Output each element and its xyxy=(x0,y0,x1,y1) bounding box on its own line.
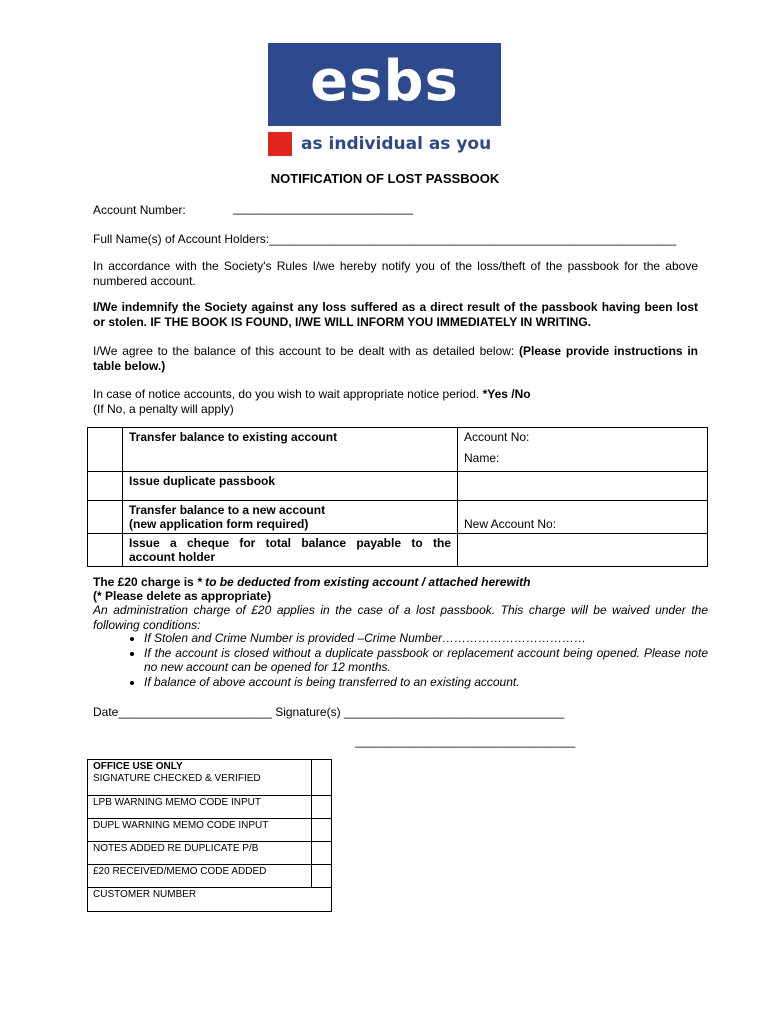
notice-yes-no[interactable]: *Yes /No xyxy=(482,387,531,401)
new-account-label: New Account No: xyxy=(464,517,557,531)
account-number-row xyxy=(93,203,186,217)
signature-label: Signature(s) xyxy=(275,705,341,719)
option-cheque xyxy=(123,534,458,567)
account-number-label: Account Number: xyxy=(93,203,186,217)
instructions-table xyxy=(87,427,708,567)
date-field[interactable]: _______________________ xyxy=(118,705,272,719)
table-row xyxy=(88,842,332,865)
charge-statement xyxy=(93,575,530,589)
logo-red-square xyxy=(268,132,292,156)
table-row xyxy=(88,760,332,796)
charge-prefix: The £20 charge is xyxy=(93,575,198,589)
notice-penalty: (If No, a penalty will apply) xyxy=(93,402,234,416)
holders-label: Full Name(s) of Account Holders: xyxy=(93,232,270,246)
table-row xyxy=(88,865,332,888)
office-check-box[interactable] xyxy=(312,842,332,865)
office-row-label: CUSTOMER NUMBER xyxy=(88,888,332,912)
table-row xyxy=(88,534,708,567)
paragraph-notify: In accordance with the Society's Rules I/we hereby notify you of the loss/theft of the passbook for the above numbered account. xyxy=(93,259,698,288)
agree-instructions: (Please provide instructions in table below.) xyxy=(93,344,699,373)
option-transfer-existing: Transfer balance to existing account xyxy=(123,428,458,472)
page-title: NOTIFICATION OF LOST PASSBOOK xyxy=(270,171,500,186)
cheque-line2: account holder xyxy=(129,550,216,564)
office-check-box[interactable] xyxy=(312,865,332,888)
paragraph-agree xyxy=(93,344,698,373)
office-check-box[interactable] xyxy=(312,819,332,842)
signature-field-2[interactable]: _________________________________ xyxy=(355,734,576,748)
option-transfer-new xyxy=(123,501,458,534)
checkbox-cheque[interactable] xyxy=(88,534,123,567)
logo-wordmark: esbs xyxy=(310,48,459,114)
checkbox-transfer-new[interactable] xyxy=(88,501,123,534)
cheque-line1: Issue a cheque for total balance payable to the xyxy=(129,536,451,550)
office-row-label: DUPL WARNING MEMO CODE INPUT xyxy=(88,819,312,842)
existing-account-cell[interactable] xyxy=(458,428,708,472)
office-row-signature xyxy=(88,760,312,796)
office-row-label: SIGNATURE CHECKED & VERIFIED xyxy=(93,773,261,784)
table-row xyxy=(88,888,332,912)
charge-admin-text: An administration charge of £20 applies in the case of a lost passbook. This charge will be waived under the following conditions: xyxy=(93,603,708,632)
logo-tagline: as individual as you xyxy=(301,134,492,154)
table-row xyxy=(88,428,708,472)
notice-question: In case of notice accounts, do you wish to wait appropriate notice period. xyxy=(93,387,483,401)
date-signature-row xyxy=(93,705,564,719)
office-row-label: NOTES ADDED RE DUPLICATE P/B xyxy=(88,842,312,865)
office-check-box[interactable] xyxy=(312,760,332,796)
office-use-table xyxy=(87,759,332,912)
list-item: • If the account is closed without a duplicate passbook or replacement account being opened. Please note no new account can be opened for 12 months. xyxy=(144,646,708,675)
conditions-list xyxy=(93,631,708,689)
new-account-cell[interactable] xyxy=(458,501,708,534)
option-issue-duplicate: Issue duplicate passbook xyxy=(123,472,458,501)
date-label: Date xyxy=(93,705,119,719)
holders-row xyxy=(93,232,676,246)
office-use-header: OFFICE USE ONLY xyxy=(93,761,183,772)
account-number-field[interactable]: ___________________________ xyxy=(233,201,414,215)
table-row xyxy=(88,501,708,534)
office-check-box[interactable] xyxy=(312,796,332,819)
holders-field[interactable]: _____________________________________________________________ xyxy=(269,232,677,246)
charge-delete-note: (* Please delete as appropriate) xyxy=(93,589,272,603)
account-no-label: Account No: xyxy=(464,430,530,444)
list-item: • If balance of above account is being transferred to an existing account. xyxy=(144,675,708,690)
logo xyxy=(268,43,501,126)
agree-text: I/We agree to the balance of this account to be dealt with as detailed below: xyxy=(93,344,520,358)
notice-question-row xyxy=(93,387,531,401)
checkbox-transfer-existing[interactable] xyxy=(88,428,123,472)
duplicate-cell xyxy=(458,472,708,501)
transfer-new-line1: Transfer balance to a new account xyxy=(129,503,326,517)
cheque-cell xyxy=(458,534,708,567)
list-item: • If Stolen and Crime Number is provided –Crime Number……………………………… xyxy=(144,631,708,646)
name-label: Name: xyxy=(464,451,500,465)
table-row xyxy=(88,472,708,501)
checkbox-issue-duplicate[interactable] xyxy=(88,472,123,501)
signature-field[interactable]: _________________________________ xyxy=(343,705,565,719)
office-row-label: LPB WARNING MEMO CODE INPUT xyxy=(88,796,312,819)
table-row xyxy=(88,796,332,819)
paragraph-indemnify: I/We indemnify the Society against any loss suffered as a direct result of the passbook having been lost or stolen. IF THE BOOK IS FOUND, I/WE WILL INFORM YOU IMMEDIATELY IN WRITING. xyxy=(93,300,698,329)
transfer-new-line2: (new application form required) xyxy=(129,517,309,531)
charge-options[interactable]: * to be deducted from existing account / attached herewith xyxy=(197,575,531,589)
office-row-label: £20 RECEIVED/MEMO CODE ADDED xyxy=(88,865,312,888)
table-row xyxy=(88,819,332,842)
